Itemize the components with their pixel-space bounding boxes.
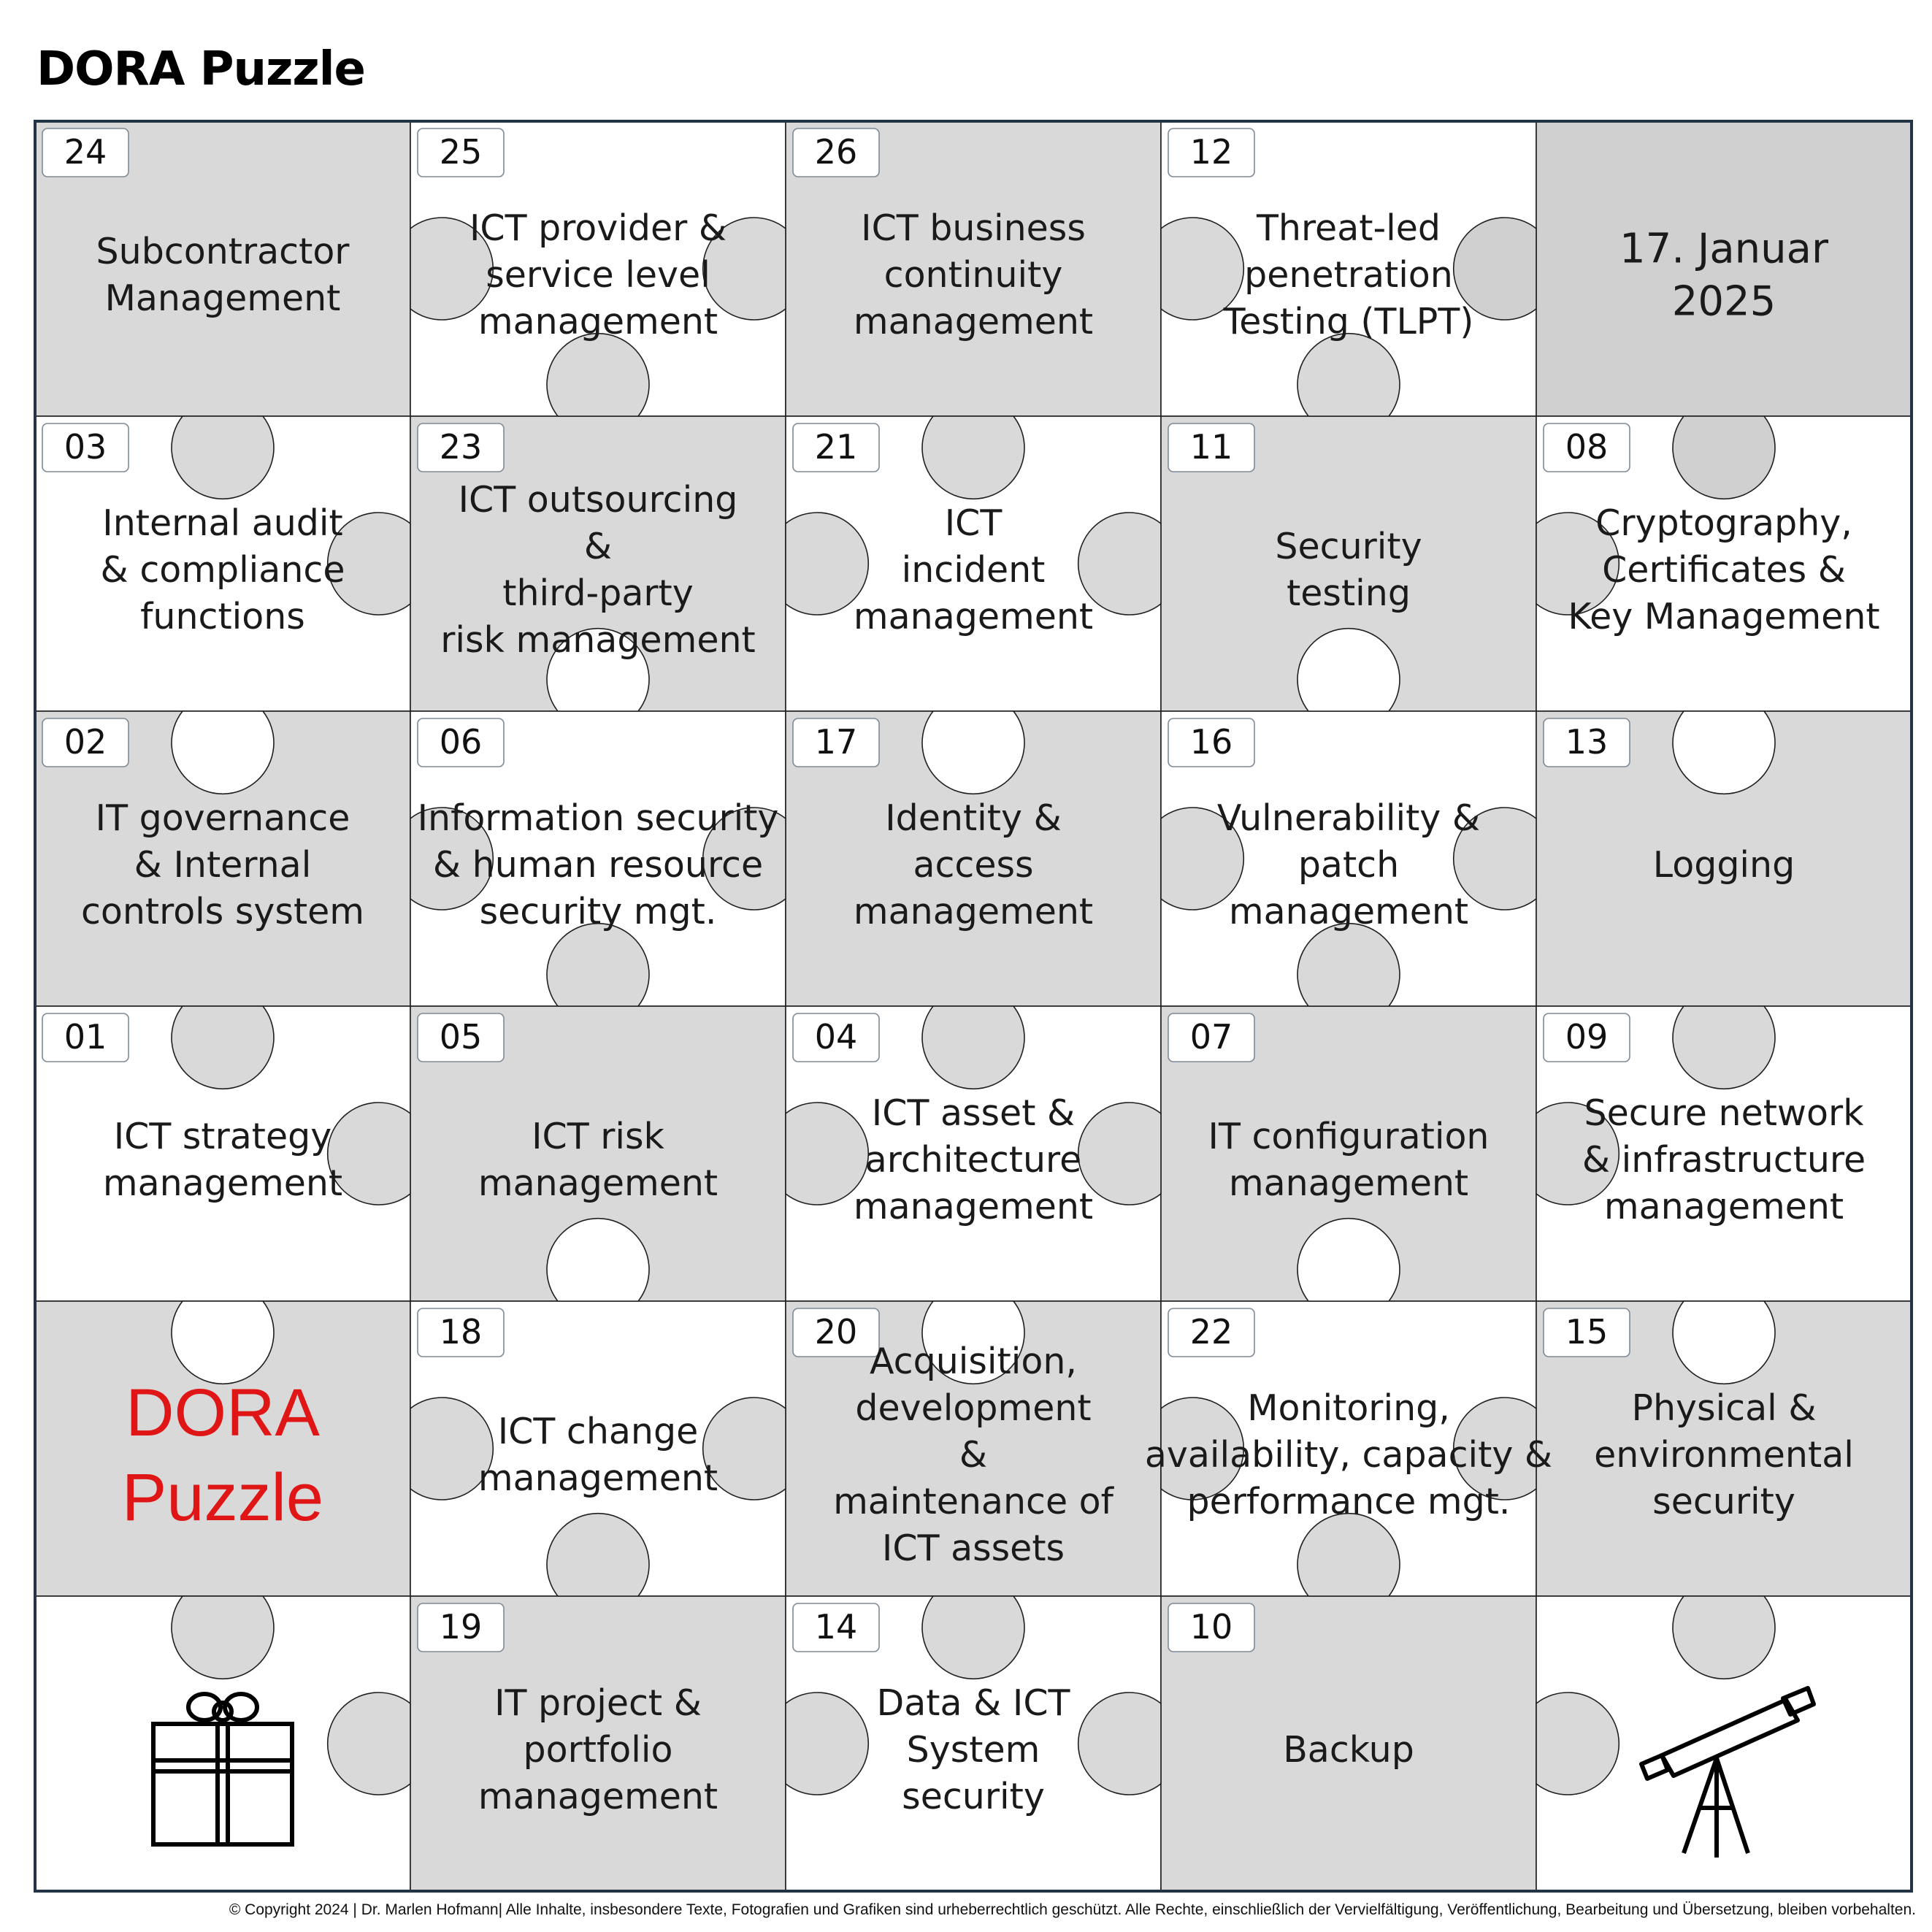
tile-label-line: System [906, 1729, 1040, 1771]
tile-number-badge [42, 1013, 129, 1062]
tile-number-badge [793, 129, 879, 177]
tile-label-line: Puzzle [121, 1460, 324, 1536]
tile-label-line: management [1228, 891, 1469, 933]
tile-label-line: service level [486, 254, 710, 296]
tile-label-line: Data & ICT [876, 1682, 1070, 1725]
tile-number: 09 [1565, 1017, 1609, 1057]
tile-number-badge [793, 1603, 879, 1652]
tile-label-line: management [853, 596, 1094, 638]
tile-number-badge [418, 1308, 504, 1357]
tile-number: 14 [814, 1607, 858, 1647]
tile-label-line: DORA [126, 1376, 320, 1451]
tile-label-line: architecture [865, 1139, 1082, 1181]
tile-number-badge [1544, 1013, 1630, 1062]
tile-number: 19 [439, 1607, 483, 1647]
tile-label-line: ICT business [861, 207, 1086, 250]
tile-label-line: Monitoring, [1247, 1387, 1450, 1430]
tile-label-line: & human resource [432, 844, 764, 886]
tile-label-line: ICT strategy [113, 1116, 332, 1158]
tile-label-line: Identity & [885, 797, 1062, 840]
tile-number-badge [418, 423, 504, 472]
tile-label-line: maintenance of [833, 1481, 1113, 1523]
tile-label-line: portfolio [523, 1729, 673, 1771]
tile-label-line: ICT provider & [469, 207, 727, 250]
tile-label-line: ICT [944, 502, 1003, 545]
tile-label-line: development [855, 1387, 1092, 1430]
tile-label-line: Subcontractor [96, 231, 350, 273]
tile-label-line: Internal audit [102, 502, 343, 545]
tile-number: 22 [1189, 1312, 1233, 1352]
tile-number: 06 [439, 722, 483, 762]
tile-label-line: performance mgt. [1187, 1481, 1511, 1523]
tile-number: 10 [1189, 1607, 1233, 1647]
tile-label-line: Backup [1283, 1729, 1414, 1771]
tile-number-badge [42, 129, 129, 177]
tile-number: 18 [439, 1312, 483, 1352]
tile-number-badge [793, 1013, 879, 1062]
tile-number-badge [418, 1013, 504, 1062]
tile-label-line: management [478, 1162, 718, 1205]
tile-label-line: management [853, 1186, 1094, 1228]
tile-label-line: & infrastructure [1582, 1139, 1866, 1181]
tile-label-line: management [853, 301, 1094, 343]
tile-label-line: management [478, 1776, 718, 1818]
tile-number: 16 [1189, 722, 1233, 762]
tile-label-line: controls system [80, 891, 365, 933]
tile-number: 08 [1565, 427, 1609, 467]
tile-number-badge [42, 718, 129, 767]
page-title: DORA Puzzle [37, 42, 365, 96]
tile-label-line: continuity [883, 254, 1063, 296]
tile-number-badge [418, 1603, 504, 1652]
tile-number: 23 [439, 427, 483, 467]
tile-label-line: management [478, 301, 718, 343]
tile-number-badge [418, 129, 504, 177]
tile-label-line: Acquisition, [870, 1341, 1077, 1383]
tile-number-badge [1168, 718, 1254, 767]
tile-label-line: Information security [417, 797, 779, 840]
tile-label-line: Secure network [1584, 1092, 1864, 1135]
tile-label-line: & Internal [134, 844, 312, 886]
tile-number: 17 [814, 722, 858, 762]
tile-label-line: functions [140, 596, 305, 638]
tile-number-badge [42, 423, 129, 472]
tile-number: 04 [814, 1017, 858, 1057]
tile-number-badge [1544, 423, 1630, 472]
tile-label-line: access [913, 844, 1034, 886]
tile-label-line: third-party [502, 572, 694, 615]
tile-number-badge [793, 423, 879, 472]
tile-label-line: 17. Januar [1619, 225, 1829, 273]
tile-number-badge [1544, 718, 1630, 767]
tile-label-line: Certificates & [1602, 549, 1846, 591]
tile-label-line: Threat-led [1257, 207, 1441, 250]
tile-label-line: penetration [1244, 254, 1453, 296]
tile-label-line: security mgt. [479, 891, 717, 933]
tile-label-line: security [1652, 1481, 1795, 1523]
tile-number-badge [1544, 1308, 1630, 1357]
tile-label-line: Management [104, 277, 341, 320]
tile-label-line: management [1228, 1162, 1469, 1205]
tile-number: 15 [1565, 1312, 1609, 1352]
tile-label-line: ICT assets [881, 1527, 1065, 1570]
tile-number: 21 [814, 427, 858, 467]
tile-number: 11 [1189, 427, 1233, 467]
tile-number-badge [793, 1308, 879, 1357]
tile-label-line: & [583, 526, 613, 568]
tile-label-line: management [102, 1162, 343, 1205]
tile-number-badge [793, 718, 879, 767]
copyright-footer: © Copyright 2024 | Dr. Marlen Hofmann| Alle Inhalte, insbesondere Texte, Fotografien und Grafiken sind urheberrechtlich geschützt. Alle Rechte, einschließlich der Vervielfältigung, Veröffentlichung, Bearbeitung und Übersetzung, bleiben vorbehalten. [229, 1901, 1916, 1918]
tile-label-line: environmental [1594, 1434, 1854, 1476]
tile-label-line: 2025 [1671, 277, 1776, 326]
tile-label-line: incident [901, 549, 1046, 591]
tile-label-line: & compliance [100, 549, 345, 591]
tile-label-line: IT configuration [1208, 1116, 1490, 1158]
tile-number: 07 [1189, 1017, 1233, 1057]
tile-label-line: ICT risk [532, 1116, 664, 1158]
tile-number-badge [1168, 1013, 1254, 1062]
tile-number-badge [1168, 1308, 1254, 1357]
tile-number: 24 [64, 132, 107, 172]
tile-label-line: ICT outsourcing [458, 479, 738, 521]
tile-label-line: management [478, 1457, 718, 1500]
tile-number-badge [1168, 129, 1254, 177]
tile-label-line: ICT asset & [871, 1092, 1076, 1135]
tile-label-line: security [902, 1776, 1045, 1818]
tile-label-line: availability, capacity & [1144, 1434, 1553, 1476]
tile-label-line: ICT change [497, 1411, 699, 1453]
tile-number: 02 [64, 722, 107, 762]
tile-number: 13 [1565, 722, 1609, 762]
tile-label-line: management [1603, 1186, 1844, 1228]
tile-number: 26 [814, 132, 858, 172]
tile-label-line: & [959, 1434, 988, 1476]
tile-label-line: Logging [1652, 844, 1795, 886]
tile-label-line: IT project & [494, 1682, 702, 1725]
tile-label-line: testing [1287, 572, 1411, 615]
tile-label-line: IT governance [95, 797, 350, 840]
tile-label-line: Key Management [1568, 596, 1880, 638]
tile-label-line: Testing (TLPT) [1223, 301, 1474, 343]
tile-number-badge [1168, 1603, 1254, 1652]
tile-label-line: Security [1275, 526, 1422, 568]
tile-label-line: Cryptography, [1595, 502, 1852, 545]
tile-number: 05 [439, 1017, 483, 1057]
tile-label-line: management [853, 891, 1094, 933]
tile-number: 25 [439, 132, 483, 172]
tile-number: 12 [1189, 132, 1233, 172]
tile-number: 03 [64, 427, 107, 467]
tile-number: 01 [64, 1017, 107, 1057]
tile-label-line: Physical & [1631, 1387, 1817, 1430]
tile-label-line: risk management [440, 619, 756, 662]
tile-label-line: patch [1297, 844, 1400, 886]
tile-number: 20 [814, 1312, 858, 1352]
tile-number-badge [418, 718, 504, 767]
tile-label-line: Vulnerability & [1216, 797, 1481, 840]
tile-number-badge [1168, 423, 1254, 472]
